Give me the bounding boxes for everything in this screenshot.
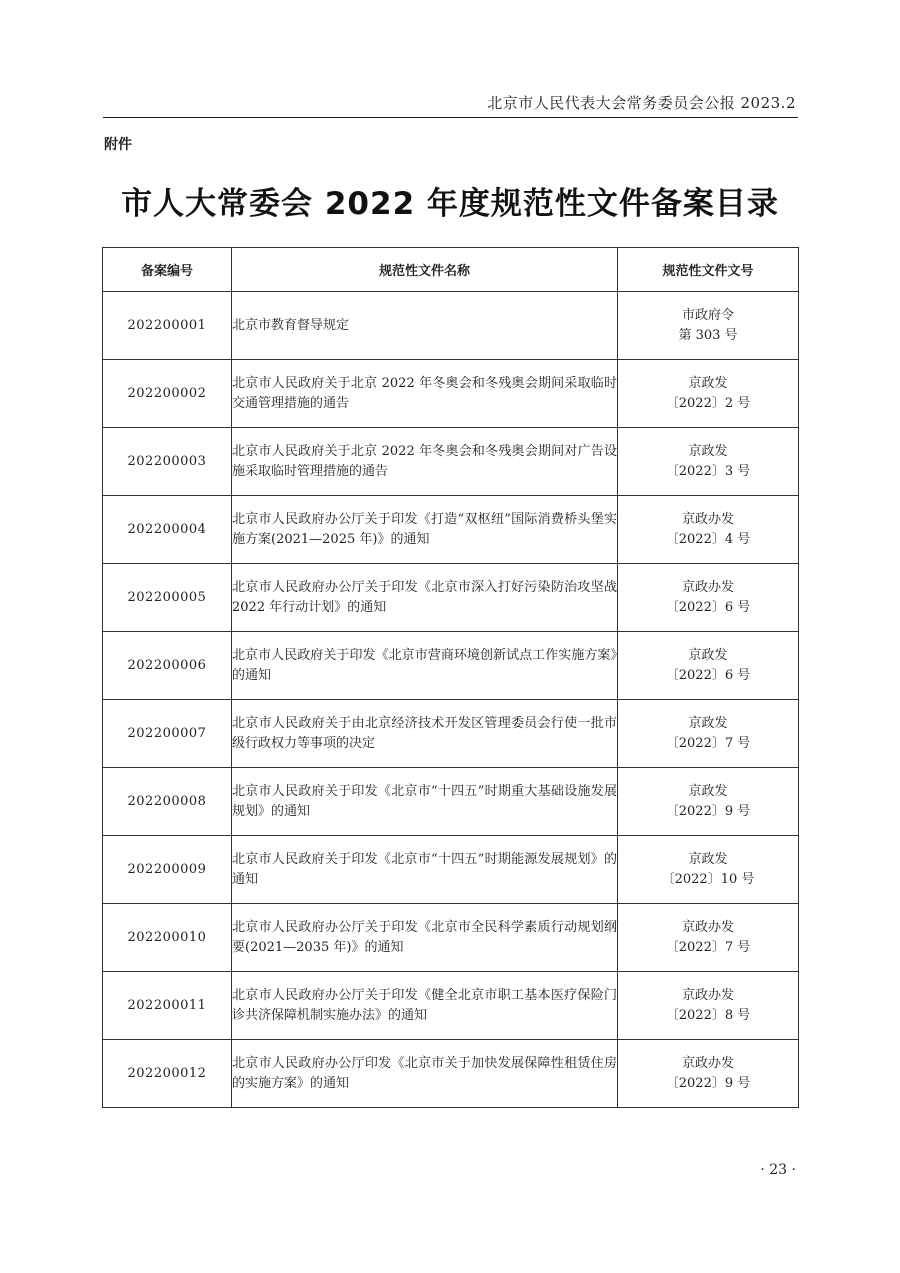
- document-name-cell: 北京市人民政府办公厅关于印发《北京市全民科学素质行动规划纲要(2021—2035 年)》的通知: [232, 904, 618, 972]
- filing-number-cell: 202200009: [103, 836, 232, 904]
- table-row: [103, 700, 799, 768]
- filing-number-cell: 202200007: [103, 700, 232, 768]
- document-reference-cell: [618, 904, 799, 972]
- column-header-document-reference: 规范性文件文号: [618, 248, 799, 292]
- filing-number-cell: 202200004: [103, 496, 232, 564]
- table-body: [103, 292, 799, 1108]
- reference-issuer: 京政办发: [681, 987, 734, 1003]
- document-name-cell: 北京市人民政府办公厅关于印发《北京市深入打好污染防治攻坚战 2022 年行动计划》的通知: [232, 564, 618, 632]
- document-reference-cell: [618, 1040, 799, 1108]
- reference-number: 〔2022〕8 号: [665, 1007, 751, 1023]
- header-rule: [103, 117, 798, 118]
- reference-issuer: 市政府令: [681, 307, 734, 323]
- reference-issuer: 京政办发: [681, 511, 734, 527]
- table-row: [103, 972, 799, 1040]
- reference-issuer: 京政发: [688, 375, 728, 391]
- reference-number: 〔2022〕6 号: [665, 599, 751, 615]
- document-reference-cell: [618, 428, 799, 496]
- reference-number: 〔2022〕9 号: [665, 1075, 751, 1091]
- document-name-cell: 北京市教育督导规定: [232, 292, 618, 360]
- document-reference-cell: [618, 632, 799, 700]
- document-reference-cell: [618, 972, 799, 1040]
- reference-issuer: 京政办发: [681, 1055, 734, 1071]
- reference-number: 〔2022〕7 号: [665, 735, 751, 751]
- reference-issuer: 京政发: [688, 715, 728, 731]
- document-reference-cell: [618, 564, 799, 632]
- table-row: [103, 1040, 799, 1108]
- reference-issuer: 京政发: [688, 647, 728, 663]
- filing-catalog-table: [102, 247, 799, 1108]
- document-name-cell: 北京市人民政府关于印发《北京市“十四五”时期重大基础设施发展规划》的通知: [232, 768, 618, 836]
- reference-number: 〔2022〕4 号: [665, 531, 751, 547]
- table-row: [103, 292, 799, 360]
- document-reference-cell: [618, 360, 799, 428]
- table-row: [103, 564, 799, 632]
- running-header: 北京市人民代表大会常务委员会公报 2023.2: [487, 94, 796, 112]
- table-row: [103, 836, 799, 904]
- reference-issuer: 京政发: [688, 443, 728, 459]
- reference-number: 〔2022〕10 号: [661, 871, 755, 887]
- document-reference-cell: [618, 292, 799, 360]
- reference-number: 〔2022〕9 号: [665, 803, 751, 819]
- document-reference-cell: [618, 836, 799, 904]
- column-header-document-name: 规范性文件名称: [232, 248, 618, 292]
- document-reference-cell: [618, 496, 799, 564]
- filing-number-cell: 202200012: [103, 1040, 232, 1108]
- filing-number-cell: 202200006: [103, 632, 232, 700]
- reference-number: 〔2022〕2 号: [665, 395, 751, 411]
- filing-number-cell: 202200008: [103, 768, 232, 836]
- document-name-cell: 北京市人民政府关于由北京经济技术开发区管理委员会行使一批市级行政权力等事项的决定: [232, 700, 618, 768]
- document-name-cell: 北京市人民政府关于北京 2022 年冬奥会和冬残奥会期间采取临时交通管理措施的通告: [232, 360, 618, 428]
- attachment-label: 附件: [104, 137, 132, 153]
- table-row: [103, 360, 799, 428]
- document-name-cell: 北京市人民政府办公厅印发《北京市关于加快发展保障性租赁住房的实施方案》的通知: [232, 1040, 618, 1108]
- document-name-cell: 北京市人民政府办公厅关于印发《健全北京市职工基本医疗保险门诊共济保障机制实施办法》的通知: [232, 972, 618, 1040]
- reference-number: 〔2022〕7 号: [665, 939, 751, 955]
- page-number: · 23 ·: [760, 1162, 796, 1178]
- reference-number: 〔2022〕6 号: [665, 667, 751, 683]
- document-name-cell: 北京市人民政府关于印发《北京市“十四五”时期能源发展规划》的通知: [232, 836, 618, 904]
- filing-number-cell: 202200001: [103, 292, 232, 360]
- filing-number-cell: 202200005: [103, 564, 232, 632]
- document-name-cell: 北京市人民政府办公厅关于印发《打造“双枢纽”国际消费桥头堡实施方案(2021—2025 年)》的通知: [232, 496, 618, 564]
- column-header-filing-number: 备案编号: [103, 248, 232, 292]
- document-name-cell: 北京市人民政府关于北京 2022 年冬奥会和冬残奥会期间对广告设施采取临时管理措施的通告: [232, 428, 618, 496]
- reference-issuer: 京政发: [688, 851, 728, 867]
- table-row: [103, 904, 799, 972]
- filing-number-cell: 202200010: [103, 904, 232, 972]
- reference-number: 第 303 号: [678, 327, 738, 343]
- table-row: [103, 768, 799, 836]
- table-header-row: [103, 248, 799, 292]
- document-title: 市人大常委会 2022 年度规范性文件备案目录: [121, 186, 779, 222]
- filing-number-cell: 202200003: [103, 428, 232, 496]
- reference-issuer: 京政办发: [681, 579, 734, 595]
- document-name-cell: 北京市人民政府关于印发《北京市营商环境创新试点工作实施方案》的通知: [232, 632, 618, 700]
- reference-issuer: 京政发: [688, 783, 728, 799]
- table-row: [103, 428, 799, 496]
- filing-number-cell: 202200011: [103, 972, 232, 1040]
- document-reference-cell: [618, 700, 799, 768]
- table-row: [103, 496, 799, 564]
- filing-number-cell: 202200002: [103, 360, 232, 428]
- document-reference-cell: [618, 768, 799, 836]
- reference-issuer: 京政办发: [681, 919, 734, 935]
- reference-number: 〔2022〕3 号: [665, 463, 751, 479]
- table-row: [103, 632, 799, 700]
